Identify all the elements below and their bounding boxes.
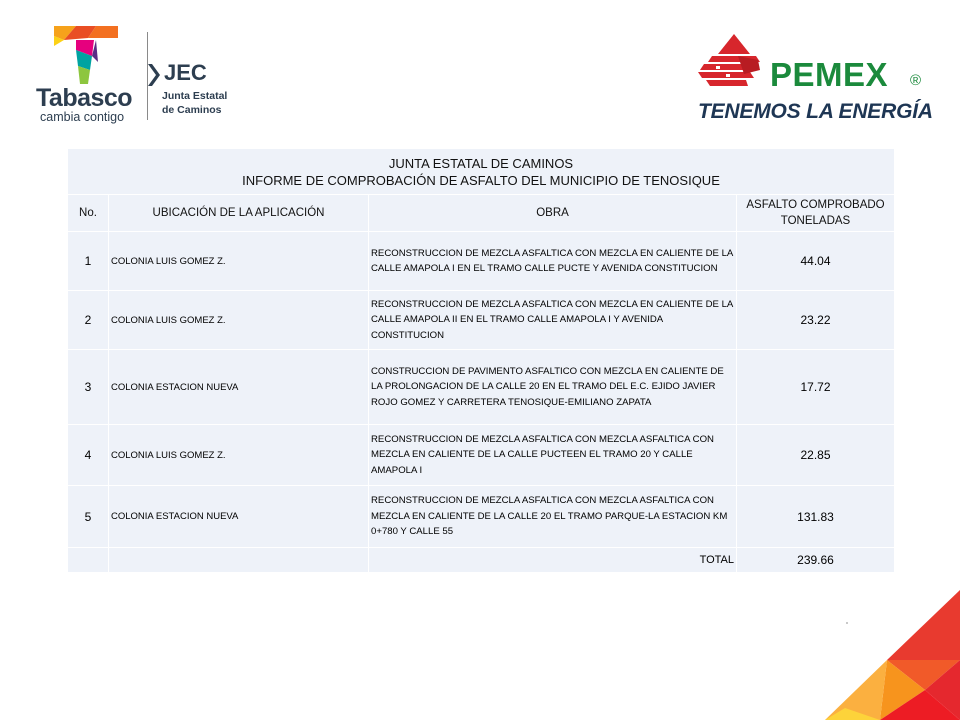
asphalt-report-table — [67, 148, 895, 573]
pemex-eagle-icon — [698, 34, 770, 96]
column-header-work: OBRA — [369, 195, 737, 232]
column-header-asphalt-line2: TONELADAS — [780, 215, 851, 227]
total-row — [68, 548, 895, 573]
column-header-asphalt — [737, 195, 895, 232]
row-tons: 22.85 — [737, 425, 895, 486]
row-tons: 131.83 — [737, 486, 895, 548]
column-header-no: No. — [68, 195, 109, 232]
row-tons: 44.04 — [737, 232, 895, 291]
jec-acronym: JEC — [164, 60, 207, 85]
row-location: COLONIA LUIS GOMEZ Z. — [109, 232, 369, 291]
row-work: RECONSTRUCCION DE MEZCLA ASFALTICA CON MEZCLA ASFALTICA CON MEZCLA EN CALIENTE DE LA CALLE 20 EL TRAMO PARQUE-LA ESTACION KM 0+780 Y CALLE 55 — [369, 486, 737, 548]
row-location: COLONIA LUIS GOMEZ Z. — [109, 425, 369, 486]
column-header-location: UBICACIÓN DE LA APLICACIÓN — [109, 195, 369, 232]
table-row — [68, 350, 895, 425]
corner-triangles-decoration — [825, 590, 960, 720]
row-number: 3 — [68, 350, 109, 425]
tabasco-logo — [30, 26, 145, 126]
row-location: COLONIA ESTACION NUEVA — [109, 350, 369, 425]
total-label: TOTAL — [369, 548, 737, 573]
row-work: CONSTRUCCION DE PAVIMENTO ASFALTICO CON MEZCLA EN CALIENTE DE LA PROLONGACION DE LA CALLE 20 EN EL TRAMO DEL E.C. EJIDO JAVIER ROJO GOMEZ Y CARRETERA TENOSIQUE-EMILIANO ZAPATA — [369, 350, 737, 425]
tabasco-tagline: cambia contigo — [40, 110, 125, 124]
report-title — [68, 149, 895, 195]
jec-arrow-icon — [146, 62, 164, 88]
report-title-line2: INFORME DE COMPROBACIÓN DE ASFALTO DEL MUNICIPIO DE TENOSIQUE — [242, 172, 720, 188]
row-number: 1 — [68, 232, 109, 291]
row-work: RECONSTRUCCION DE MEZCLA ASFALTICA CON MEZCLA EN CALIENTE DE LA CALLE AMAPOLA II EN EL TRAMO CALLE AMAPOLA I Y AVENIDA CONSTITUCION — [369, 291, 737, 350]
table-row — [68, 291, 895, 350]
row-number: 5 — [68, 486, 109, 548]
row-tons: 17.72 — [737, 350, 895, 425]
row-location: COLONIA ESTACION NUEVA — [109, 486, 369, 548]
header-row — [68, 195, 895, 232]
row-number: 2 — [68, 291, 109, 350]
pemex-tagline: TENEMOS LA ENERGÍA — [698, 100, 933, 123]
empty-cell — [109, 548, 369, 573]
row-work: RECONSTRUCCION DE MEZCLA ASFALTICA CON MEZCLA EN CALIENTE DE LA CALLE AMAPOLA I EN EL TRAMO CALLE PUCTE Y AVENIDA CONSTITUCION — [369, 232, 737, 291]
row-tons: 23.22 — [737, 291, 895, 350]
jec-logo — [146, 60, 256, 125]
title-row — [68, 149, 895, 195]
jec-line2: de Caminos — [162, 104, 222, 116]
jec-line1: Junta Estatal — [162, 90, 228, 102]
row-location: COLONIA LUIS GOMEZ Z. — [109, 291, 369, 350]
pemex-name: PEMEX — [770, 56, 889, 93]
row-number: 4 — [68, 425, 109, 486]
table-row — [68, 425, 895, 486]
column-header-asphalt-line1: ASFALTO COMPROBADO — [746, 199, 885, 211]
tabasco-t-icon — [54, 26, 118, 86]
empty-cell — [68, 548, 109, 573]
table-row — [68, 486, 895, 548]
total-value: 239.66 — [737, 548, 895, 573]
report-title-line1: JUNTA ESTATAL DE CAMINOS — [388, 155, 574, 171]
tabasco-name: Tabasco — [36, 84, 133, 112]
table-row — [68, 232, 895, 291]
pemex-registered-mark: ® — [910, 72, 922, 89]
row-work: RECONSTRUCCION DE MEZCLA ASFALTICA CON MEZCLA ASFALTICA CON MEZCLA EN CALIENTE DE LA CALLE PUCTEEN EL TRAMO 20 Y CALLE AMAPOLA I — [369, 425, 737, 486]
